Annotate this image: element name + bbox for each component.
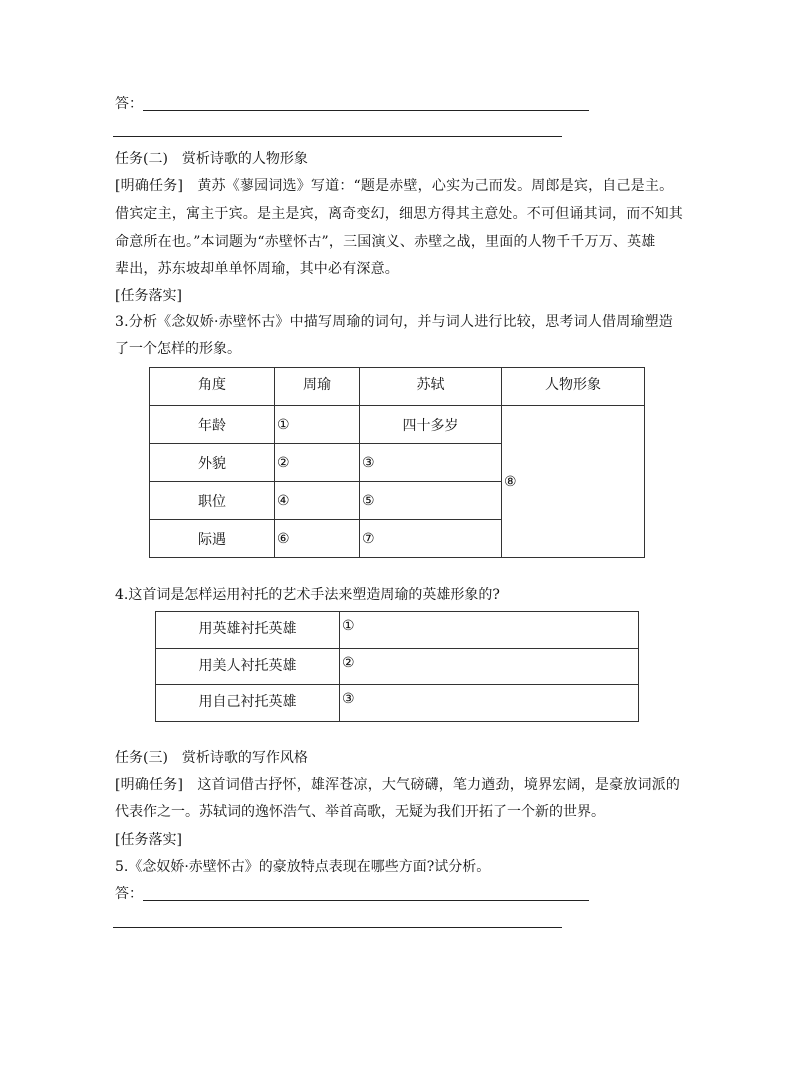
zhouyu-cell[interactable]: ⑥ [275,520,360,558]
question-5: 5.《念奴娇·赤壁怀古》的豪放特点表现在哪些方面?试分析。 [115,859,491,875]
question-3: 3.分析《念奴娇·赤壁怀古》中描写周瑜的词句，并与词人进行比较，思考词人借周瑜塑造 [115,314,674,330]
header-zhouyu: 周瑜 [275,368,360,406]
answer-line[interactable] [143,900,589,901]
contrast-label: 用自己衬托英雄 [156,685,340,722]
header-sushi: 苏轼 [360,368,502,406]
contrast-answer[interactable]: ② [340,649,639,685]
contrast-answer[interactable]: ① [340,612,639,649]
header-image: 人物形象 [502,368,645,406]
sushi-cell: 四十多岁 [360,406,502,444]
table-row [150,406,645,444]
table-row [156,612,639,649]
task3-implement: [任务落实] [115,832,182,848]
row-angle: 职位 [150,482,275,520]
task3-clarify-line: [明确任务] 这首词借古抒怀，雄浑苍凉，大气磅礴，笔力遒劲，境界宏阔，是豪放词派的 [115,777,681,793]
contrast-label: 用英雄衬托英雄 [156,612,340,649]
question-4: 4.这首词是怎样运用衬托的艺术手法来塑造周瑜的英雄形象的? [115,587,500,603]
row-angle: 外貌 [150,444,275,482]
table-row [156,649,639,685]
answer-line[interactable] [113,136,562,137]
header-angle: 角度 [150,368,275,406]
sushi-cell[interactable]: ③ [360,444,502,482]
answer-label: 答： [115,96,143,112]
row-angle: 年龄 [150,406,275,444]
sushi-cell[interactable]: ⑦ [360,520,502,558]
row-angle: 际遇 [150,520,275,558]
task2-heading: 任务(二) 赏析诗歌的人物形象 [115,151,308,167]
table-header-row [150,368,645,406]
task2-clarify-line: 命意所在也。”本词题为“赤壁怀古”，三国演义、赤壁之战，里面的人物千千万万、英雄 [115,234,656,250]
zhouyu-cell[interactable]: ④ [275,482,360,520]
comparison-table [149,367,645,558]
zhouyu-cell[interactable]: ① [275,406,360,444]
zhouyu-cell[interactable]: ② [275,444,360,482]
task3-heading: 任务(三) 赏析诗歌的写作风格 [115,750,308,766]
task2-clarify-line: [明确任务] 黄苏《蓼园词选》写道：“题是赤壁，心实为己而发。周郎是宾，自己是主。 [115,178,674,194]
answer-label: 答： [115,886,143,902]
task2-clarify-line: 借宾定主，寓主于宾。是主是宾，离奇变幻，细思方得其主意处。不可但诵其词，而不知其 [115,206,683,222]
contrast-table [155,611,639,722]
contrast-label: 用美人衬托英雄 [156,649,340,685]
question-3-cont: 了一个怎样的形象。 [115,341,241,357]
task2-implement: [任务落实] [115,288,182,304]
contrast-answer[interactable]: ③ [340,685,639,722]
table-row [156,685,639,722]
answer-line[interactable] [113,927,562,928]
answer-line[interactable] [143,110,589,111]
image-cell[interactable]: ⑧ [502,406,645,558]
task3-clarify-line: 代表作之一。苏轼词的逸怀浩气、举首高歌，无疑为我们开拓了一个新的世界。 [115,804,605,820]
sushi-cell[interactable]: ⑤ [360,482,502,520]
task2-clarify-line: 辈出，苏东坡却单单怀周瑜，其中必有深意。 [115,261,399,277]
